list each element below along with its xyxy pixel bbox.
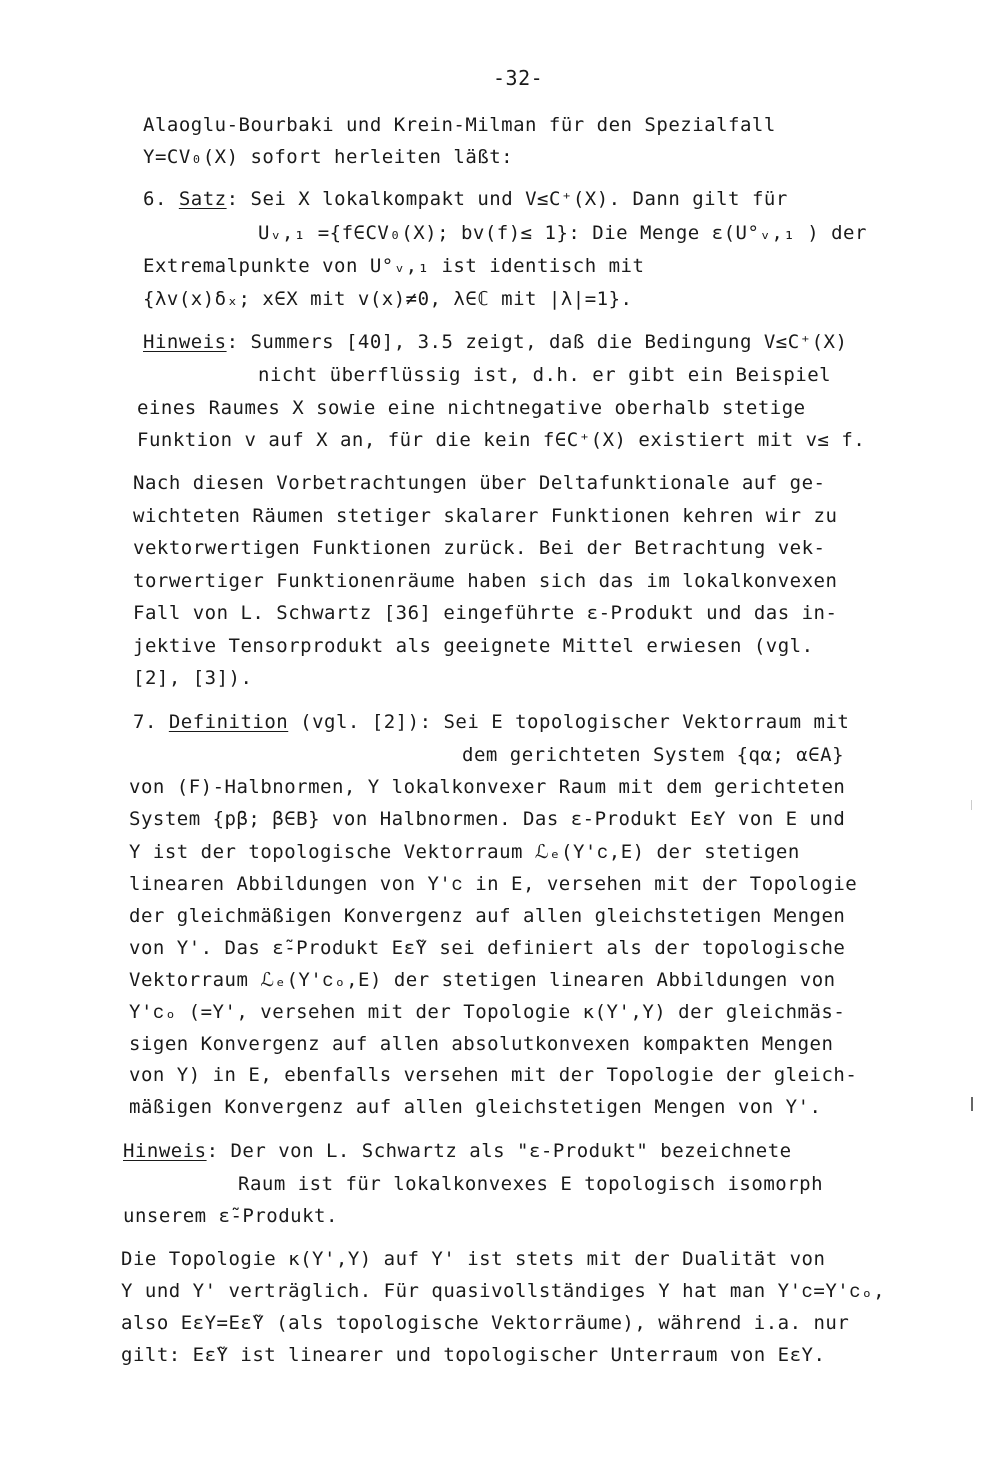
hinweis-1-heading: Hinweis: [143, 331, 227, 353]
paragraph-1-line-4: torwertiger Funktionenräume haben sich das im lokalkonvexen: [133, 570, 838, 592]
paragraph-1-line-3: vektorwertigen Funktionen zurück. Bei der Betrachtung vek-: [133, 537, 826, 559]
definition-7-line-7: der gleichmäßigen Konvergenz auf allen gleichstetigen Mengen: [129, 905, 846, 927]
hinweis-1-statement: Summers [40], 3.5 zeigt, daß die Bedingung V≤C⁺(X): [238, 331, 848, 353]
hinweis-1-colon: :: [226, 331, 239, 353]
paragraph-1-line-6: jektive Tensorprodukt als geeignete Mittel erwiesen (vgl.: [133, 635, 814, 657]
satz-6-statement: Sei X lokalkompakt und V≤C⁺(X). Dann gilt für: [238, 188, 788, 210]
hinweis-1-line-2: nicht überflüssig ist, d.h. er gibt ein Beispiel: [258, 364, 832, 386]
definition-7-line-8: von Y'. Das ε̃-Produkt Eε̃Y sei definiert als der topologische: [129, 937, 846, 959]
definition-7-line-4: System {pβ; β∈B} von Halbnormen. Das ε-Produkt EεY von E und: [129, 808, 846, 830]
paragraph-2-line-2: Y und Y' verträglich. Für quasivollständiges Y hat man Y'ᴄ=Y'ᴄₒ,: [121, 1280, 886, 1302]
paragraph-2-line-1: Die Topologie κ(Y',Y) auf Y' ist stets mit der Dualität von: [121, 1248, 826, 1270]
hinweis-2-line-2: Raum ist für lokalkonvexes E topologisch isomorph: [238, 1173, 824, 1195]
paragraph-2-line-4: gilt: Eε̃Y ist linearer und topologischer Unterraum von EεY.: [121, 1344, 826, 1366]
hinweis-2-heading-line: [123, 1142, 792, 1161]
satz-6-line-2: Uᵥ,₁ ={f∈CV₀(X); bv(f)≤ 1}: Die Menge ε(U°ᵥ,₁ ) der: [258, 222, 867, 244]
satz-6-colon: :: [226, 188, 239, 210]
paragraph-1-line-1: Nach diesen Vorbetrachtungen über Deltafunktionale auf ge-: [133, 472, 826, 494]
hinweis-1-line-3: eines Raumes X sowie eine nichtnegative oberhalb stetige: [137, 397, 806, 419]
definition-7-line-2: dem gerichteten System {qα; α∈A}: [462, 744, 845, 766]
definition-7-heading: Definition: [168, 711, 289, 733]
intro-line-2: Y=CV₀(X) sofort herleiten läßt:: [143, 146, 514, 168]
definition-7-line-6: linearen Abbildungen von Y'ᴄ in E, versehen mit der Topologie: [129, 873, 858, 895]
hinweis-2-line-3: unserem ε̃-Produkt.: [123, 1205, 338, 1227]
satz-6-line-4: {λv(x)δₓ; x∈X mit v(x)≠0, λ∈ℂ mit |λ|=1}.: [143, 288, 633, 310]
satz-6-heading: Satz: [178, 188, 227, 210]
definition-7-line-12: von Y) in E, ebenfalls versehen mit der Topologie der gleich-: [129, 1064, 858, 1086]
paragraph-1-line-5: Fall von L. Schwartz [36] eingeführte ε-Produkt und das in-: [133, 602, 838, 624]
page-number: -32-: [493, 66, 544, 90]
hinweis-1-line-4: Funktion v auf X an, für die kein f∈C⁺(X) existiert mit v≤ f.: [137, 429, 866, 451]
definition-7-number: 7.: [133, 711, 157, 733]
definition-7-line-11: sigen Konvergenz auf allen absolutkonvexen kompakten Mengen: [129, 1033, 834, 1055]
paragraph-1-line-7: [2], [3]).: [133, 667, 253, 689]
definition-7-heading-line: [133, 713, 849, 732]
definition-7-line-3: von (F)-Halbnormen, Y lokalkonvexer Raum mit dem gerichteten: [129, 776, 846, 798]
satz-6-line-3: Extremalpunkte von U°ᵥ,₁ ist identisch mit: [143, 255, 645, 277]
definition-7-line-13: mäßigen Konvergenz auf allen gleichstetigen Mengen von Y'.: [129, 1096, 822, 1118]
hinweis-2-heading: Hinweis: [123, 1140, 207, 1162]
hinweis-2-statement: Der von L. Schwartz als "ε-Produkt" bezeichnete: [218, 1140, 792, 1162]
satz-6-heading-line: [143, 190, 788, 209]
hinweis-1-heading-line: [143, 333, 847, 352]
definition-7-statement: (vgl. [2]): Sei E topologischer Vektorraum mit: [288, 711, 850, 733]
paragraph-2-line-3: also EεY=Eε̃Y (als topologische Vektorräume), während i.a. nur: [121, 1312, 850, 1334]
intro-line-1: Alaoglu-Bourbaki und Krein-Milman für den Spezialfall: [143, 114, 776, 136]
margin-mark-faint: [971, 800, 972, 810]
satz-6-number: 6.: [143, 188, 167, 210]
paragraph-1-line-2: wichteten Räumen stetiger skalarer Funktionen kehren wir zu: [133, 505, 838, 527]
definition-7-line-9: Vektorraum ℒₑ(Y'ᴄₒ,E) der stetigen linearen Abbildungen von: [129, 969, 836, 991]
definition-7-line-10: Y'ᴄₒ (=Y', versehen mit der Topologie κ(Y',Y) der gleichmäs-: [129, 1001, 846, 1023]
definition-7-line-5: Y ist der topologische Vektorraum ℒₑ(Y'ᴄ,E) der stetigen: [129, 841, 800, 863]
hinweis-2-colon: :: [206, 1140, 219, 1162]
margin-mark: [971, 1097, 973, 1111]
